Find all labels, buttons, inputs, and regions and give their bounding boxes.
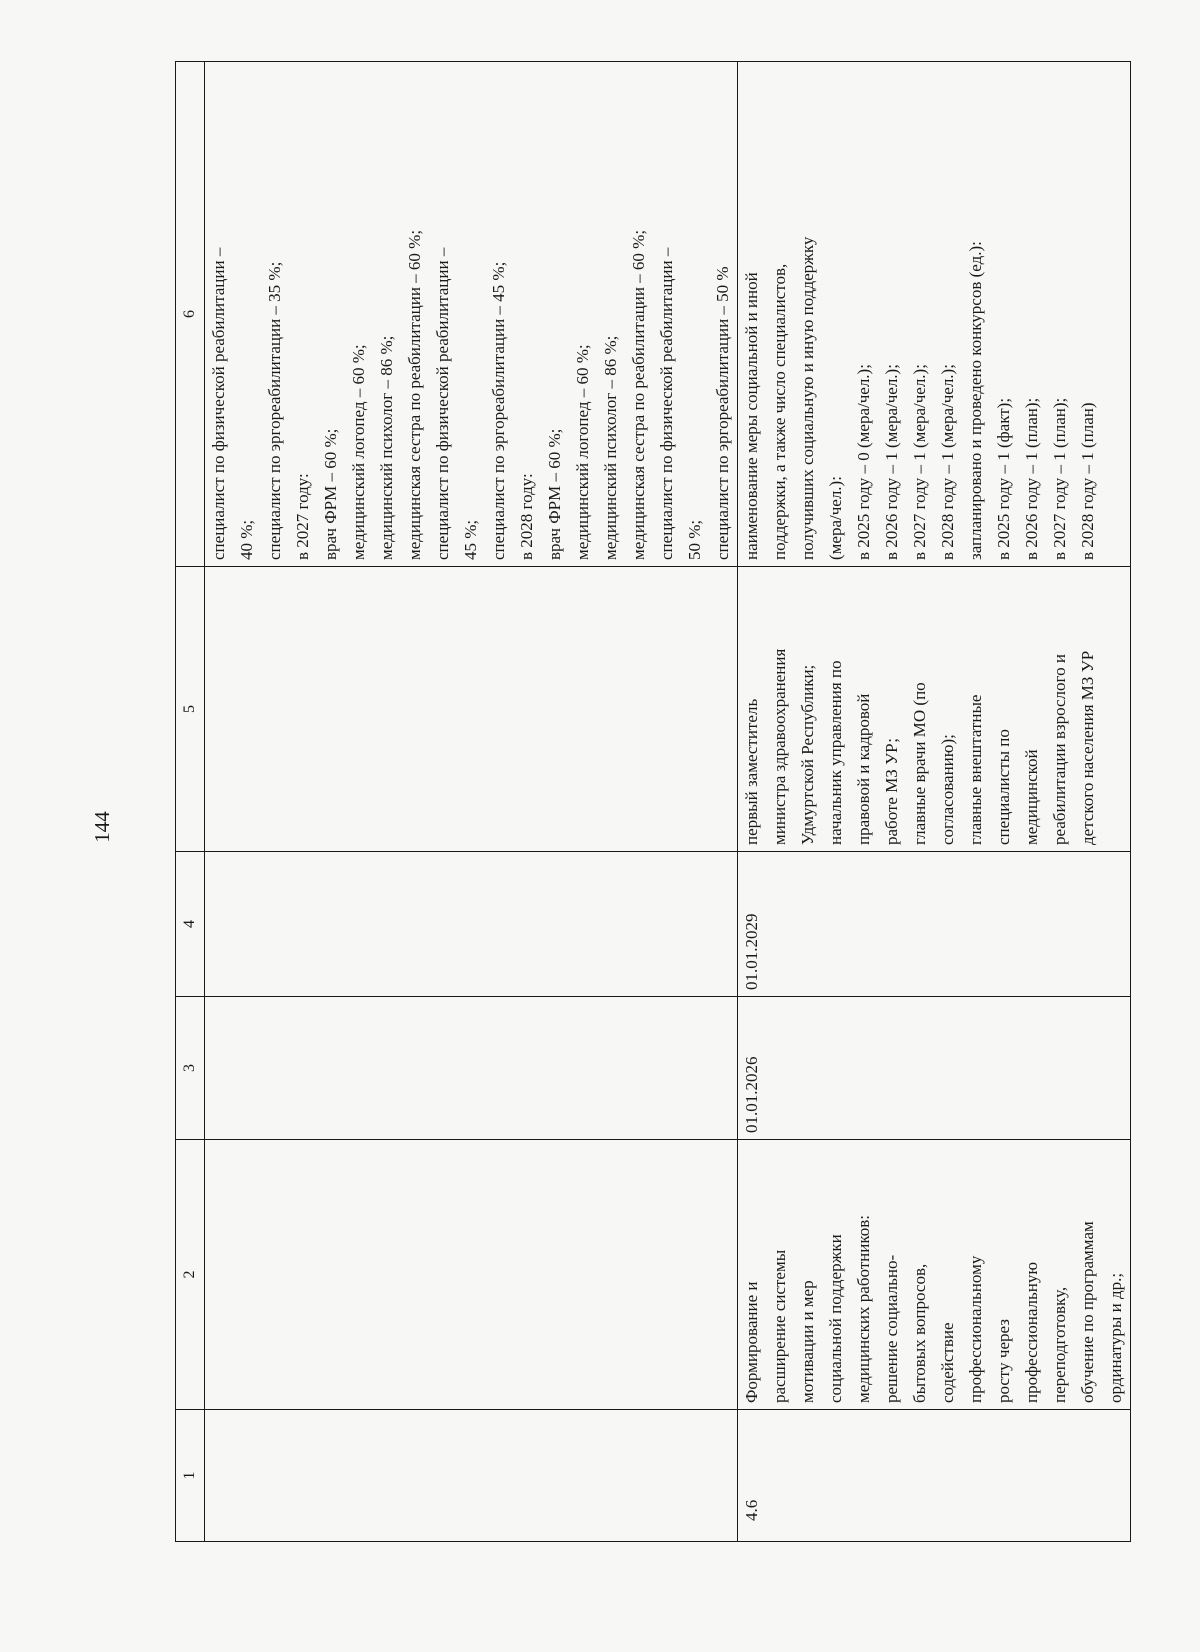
text-line: медицинский психолог – 86 %; xyxy=(377,335,396,560)
text-line: специалист по эргореабилитации – 45 %; xyxy=(489,261,508,560)
text-line: запланировано и проведено конкурсов (ед.): xyxy=(966,241,985,560)
header-row xyxy=(176,62,205,1542)
text-line: медицинский логопед – 60 %; xyxy=(349,344,368,560)
measures-table xyxy=(175,61,1131,1542)
text-line: мотивации и мер xyxy=(798,1280,817,1403)
header-col-2: 2 xyxy=(176,1140,205,1410)
text-line: министра здравоохранения xyxy=(770,648,789,845)
text-line: в 2028 году – 1 (план) xyxy=(1078,402,1097,560)
text-line: медицинских работников: xyxy=(854,1214,873,1403)
text-line: в 2027 году – 1 (план); xyxy=(1050,397,1069,560)
header-col-5: 5 xyxy=(176,567,205,852)
text-line: главные внештатные xyxy=(966,694,985,845)
text-line: главные врачи МО (по xyxy=(910,682,929,845)
cell-number: 4.6 xyxy=(738,1410,1131,1542)
cell-empty xyxy=(205,567,738,852)
text-line: в 2027 году – 1 (мера/чел.); xyxy=(910,364,929,560)
header-col-3: 3 xyxy=(176,997,205,1140)
text-line: специалист по эргореабилитации – 50 % xyxy=(713,266,732,560)
text-line: медицинский психолог – 86 %; xyxy=(601,335,620,560)
text-line: правовой и кадровой xyxy=(854,693,873,845)
text-line: получивших социальную и иную поддержку xyxy=(798,236,817,560)
cell-empty xyxy=(205,1410,738,1542)
cell-empty xyxy=(205,997,738,1140)
header-col-1: 1 xyxy=(176,1410,205,1542)
text-line: в 2028 году – 1 (мера/чел.); xyxy=(938,364,957,560)
text-line: специалист по эргореабилитации – 35 %; xyxy=(265,261,284,560)
text-line: содействие xyxy=(938,1322,957,1403)
text-line: наименование меры социальной и иной xyxy=(742,272,761,560)
text-line: профессиональному xyxy=(966,1255,985,1403)
text-line: специалист по физической реабилитации – xyxy=(433,247,452,560)
text-line: (мера/чел.): xyxy=(826,476,845,560)
text-line: решение социально- xyxy=(882,1254,901,1403)
text-line: врач ФРМ – 60 %; xyxy=(545,428,564,560)
cell-end-date: 01.01.2029 xyxy=(738,852,1131,997)
text-line: работе МЗ УР; xyxy=(882,738,901,845)
text-line: медицинской xyxy=(1022,749,1041,845)
text-line: медицинский логопед – 60 %; xyxy=(573,344,592,560)
table-row xyxy=(738,62,1131,1542)
text-line: 40 %; xyxy=(237,519,256,560)
text-line: Формирование и xyxy=(742,1281,761,1403)
text-line: специалист по физической реабилитации – xyxy=(657,247,676,560)
cell-empty xyxy=(205,852,738,997)
cell-start-date: 01.01.2026 xyxy=(738,997,1131,1140)
text-line: детского населения МЗ УР xyxy=(1078,650,1097,845)
text-line: в 2026 году – 1 (план); xyxy=(1022,397,1041,560)
text-line: в 2026 году – 1 (мера/чел.); xyxy=(882,364,901,560)
text-line: 45 %; xyxy=(461,519,480,560)
text-line: медицинская сестра по реабилитации – 60 %; xyxy=(629,229,648,560)
text-line: профессиональную xyxy=(1022,1261,1041,1403)
text-line: обучение по программам xyxy=(1078,1221,1097,1403)
cell-indicators xyxy=(738,62,1131,567)
header-col-4: 4 xyxy=(176,852,205,997)
text-line: переподготовку, xyxy=(1050,1286,1069,1403)
text-line: поддержки, а также число специалистов, xyxy=(770,263,789,560)
text-line: 50 %; xyxy=(685,519,704,560)
table-row xyxy=(205,62,738,1542)
text-line: Удмуртской Республики; xyxy=(798,664,817,845)
header-col-6: 6 xyxy=(176,62,205,567)
text-line: специалист по физической реабилитации – xyxy=(209,247,228,560)
text-line: в 2028 году: xyxy=(517,473,536,560)
text-line: специалисты по xyxy=(994,729,1013,845)
text-line: медицинская сестра по реабилитации – 60 %; xyxy=(405,229,424,560)
cell-measure-description xyxy=(738,1140,1131,1410)
text-line: социальной поддержки xyxy=(826,1234,845,1403)
text-line: расширение системы xyxy=(770,1249,789,1403)
text-line: врач ФРМ – 60 %; xyxy=(321,428,340,560)
text-line: ординатуры и др.; xyxy=(1106,1272,1125,1403)
text-line: в 2025 году – 1 (факт); xyxy=(994,397,1013,560)
text-line: в 2025 году – 0 (мера/чел.); xyxy=(854,364,873,560)
text-line: реабилитации взрослого и xyxy=(1050,654,1069,845)
cell-indicators xyxy=(205,62,738,567)
page-number: 144 xyxy=(90,811,114,843)
text-line: начальник управления по xyxy=(826,660,845,845)
text-line: первый заместитель xyxy=(742,698,761,845)
text-line: в 2027 году: xyxy=(293,473,312,560)
rotated-table-wrapper xyxy=(175,62,1125,1542)
text-line: росту через xyxy=(994,1319,1013,1403)
text-line: согласованию); xyxy=(938,734,957,845)
cell-responsible xyxy=(738,567,1131,852)
text-line: бытовых вопросов, xyxy=(910,1263,929,1403)
cell-empty xyxy=(205,1140,738,1410)
